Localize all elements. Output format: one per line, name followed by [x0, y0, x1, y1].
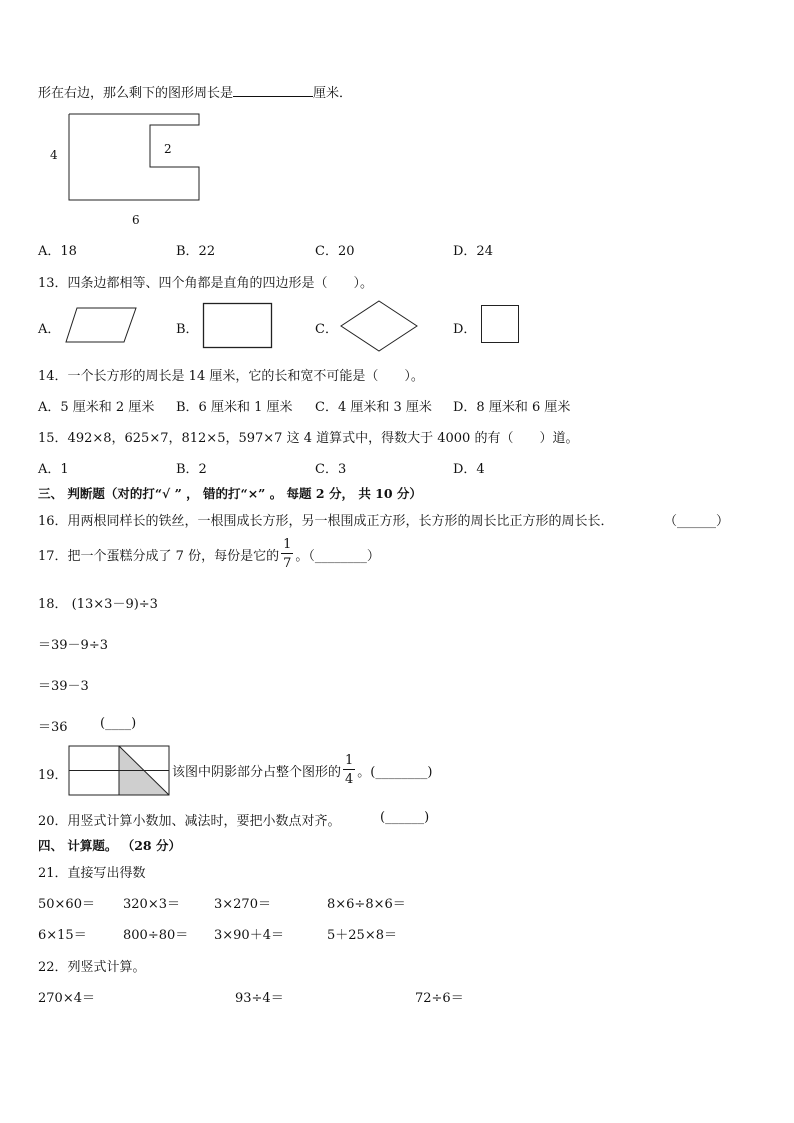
fraction-one-seventh: $\frac{1}{7}$	[283, 537, 292, 571]
q14-option-a[interactable]: A．5 厘米和 2 厘米	[38, 400, 155, 415]
section4-title: 四、 计算题。 （28 分）	[38, 838, 181, 853]
q20-answer-paren[interactable]: (______)	[380, 810, 430, 825]
q12-figure	[40, 108, 220, 233]
q15-option-a[interactable]: A．1	[38, 462, 69, 477]
q12-stem: 形在右边，那么剩下的图形周长是 厘米．	[38, 82, 352, 101]
q13-option-d[interactable]: D．	[453, 322, 477, 337]
answer-blank[interactable]	[233, 82, 313, 97]
rectangle-shape	[202, 302, 274, 350]
q14-option-c[interactable]: C．4 厘米和 3 厘米	[315, 400, 432, 415]
q17-answer-paren[interactable]: 。（________）	[295, 548, 380, 564]
q21-item: 320×3＝	[123, 897, 180, 912]
section3-title: 三、 判断题（对的打“√ ” ， 错的打“×” 。 每题 2 分， 共 10 分）	[38, 486, 422, 501]
q15-option-c[interactable]: C．3	[315, 462, 347, 477]
width-label: 6	[132, 213, 140, 227]
q12-option-c[interactable]: C．20	[315, 244, 355, 259]
height-label: 4	[50, 148, 58, 162]
q18-line3: ＝39－3	[38, 679, 89, 694]
q21-item: 5＋25×8＝	[327, 928, 397, 943]
q22-item: 93÷4＝	[235, 991, 284, 1006]
q21-item: 8×6÷8×6＝	[327, 897, 406, 912]
parallelogram-shape	[64, 306, 138, 346]
fraction-one-quarter: $\frac{1}{4}$	[345, 753, 354, 787]
q15-option-d[interactable]: D．4	[453, 462, 485, 477]
q18-line4: ＝36	[38, 720, 68, 735]
q12-option-d[interactable]: D．24	[453, 244, 493, 259]
q19-shaded-figure	[68, 745, 172, 797]
square-shape	[480, 304, 522, 346]
q22-item: 72÷6＝	[415, 991, 464, 1006]
q21-item: 6×15＝	[38, 928, 87, 943]
q15-stem: 15．492×8，625×7，812×5，597×7 这 4 道算式中，得数大于 4000 的有（ ）道。	[38, 431, 579, 446]
q16-answer-paren[interactable]: （______）	[664, 514, 730, 529]
q14-option-b[interactable]: B．6 厘米和 1 厘米	[176, 400, 293, 415]
q21-item: 50×60＝	[38, 897, 95, 912]
q17-row: 17．把一个蛋糕分成了 7 份，每份是它的 $\frac{1}{7}$ 。（________）	[38, 537, 380, 571]
q22-item: 270×4＝	[38, 991, 95, 1006]
q13-option-c[interactable]: C．	[315, 322, 338, 337]
q13-option-a[interactable]: A．	[38, 322, 61, 337]
q12-option-a[interactable]: A．18	[38, 244, 77, 259]
q19-label: 19．	[38, 768, 68, 783]
q13-stem: 13．四条边都相等、四个角都是直角的四边形是（ ）。	[38, 276, 374, 291]
q21-stem: 21．直接写出得数	[38, 866, 146, 881]
q18-line1: 18． (13×3－9)÷3	[38, 597, 158, 612]
q19-row: 该图中阴影部分占整个图形的 $\frac{1}{4}$ 。(________)	[172, 753, 433, 787]
q22-stem: 22．列竖式计算。	[38, 960, 146, 975]
q21-item: 3×270＝	[214, 897, 271, 912]
q12-option-b[interactable]: B．22	[176, 244, 216, 259]
q18-line2: ＝39－9÷3	[38, 638, 108, 653]
q15-option-b[interactable]: B．2	[176, 462, 207, 477]
q19-answer-paren[interactable]: 。(________)	[357, 764, 433, 780]
q21-item: 800÷80＝	[123, 928, 189, 943]
figure-outline	[69, 114, 199, 200]
q20-stem: 20．用竖式计算小数加、减法时，要把小数点对齐。	[38, 814, 341, 829]
rhombus-shape	[338, 299, 420, 355]
q14-stem: 14．一个长方形的周长是 14 厘米，它的长和宽不可能是（ ）。	[38, 369, 424, 384]
q13-option-b[interactable]: B．	[176, 322, 199, 337]
q14-option-d[interactable]: D．8 厘米和 6 厘米	[453, 400, 571, 415]
q16-stem: 16．用两根同样长的铁丝，一根围成长方形，另一根围成正方形，长方形的周长比正方形的周长长．	[38, 514, 614, 529]
q21-item: 3×90＋4＝	[214, 928, 284, 943]
q18-answer-paren[interactable]: (____)	[100, 716, 137, 731]
inner-label: 2	[164, 142, 172, 156]
